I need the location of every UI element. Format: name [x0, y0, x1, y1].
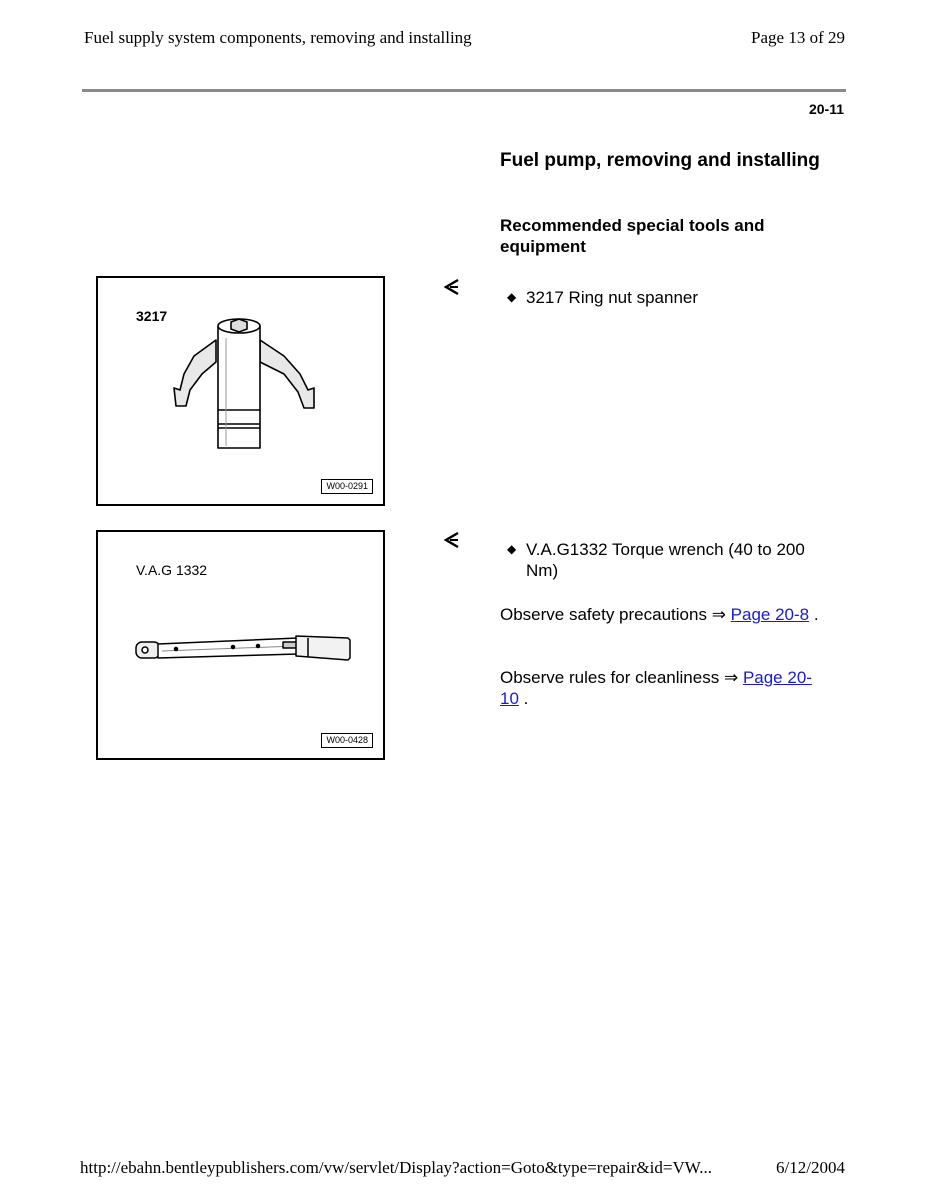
header-divider [82, 89, 846, 92]
page-number: Page 13 of 29 [751, 28, 845, 47]
page-title: Fuel pump, removing and installing [500, 150, 820, 171]
figure-label: 3217 [136, 308, 168, 324]
tool-item [507, 287, 837, 308]
tool-item-text: V.A.G1332 Torque wrench (40 to 200 Nm) [526, 540, 805, 580]
note-suffix: . [523, 689, 529, 708]
bullet-diamond-icon: ◆ [507, 542, 517, 556]
note-safety [500, 604, 830, 625]
figure-code: W00-0291 [321, 479, 373, 494]
footer-url: http://ebahn.bentleypublishers.com/vw/servlet/Display?action=Goto&type=repair&id=VW... [80, 1158, 712, 1177]
pointer-arrow-icon [444, 279, 460, 295]
section-subtitle: Recommended special tools and equipment [500, 216, 765, 256]
header-title: Fuel supply system components, removing and installing [84, 28, 472, 47]
figure-torque-wrench [96, 530, 385, 760]
section-number: 20-11 [808, 101, 844, 117]
figure-label: V.A.G 1332 [136, 562, 208, 578]
bullet-diamond-icon: ◆ [507, 290, 517, 304]
note-text: Observe safety precautions [500, 605, 707, 624]
reference-arrow-icon: ⇒ [723, 668, 739, 687]
link-page-20-10[interactable]: Page 20-10 [500, 668, 812, 708]
tool-item-text: 3217 Ring nut spanner [526, 288, 699, 307]
note-text: Observe rules for cleanliness [500, 668, 720, 687]
note-suffix: . [813, 605, 819, 624]
footer-date: 6/12/2004 [776, 1158, 845, 1177]
note-cleanliness [500, 667, 830, 709]
reference-arrow-icon: ⇒ [711, 605, 726, 624]
figure-code: W00-0428 [321, 733, 373, 748]
tool-item [507, 539, 837, 581]
pointer-arrow-icon [444, 532, 460, 548]
figure-ring-nut-spanner [96, 276, 385, 506]
link-page-20-8[interactable]: Page 20-8 [730, 605, 810, 624]
